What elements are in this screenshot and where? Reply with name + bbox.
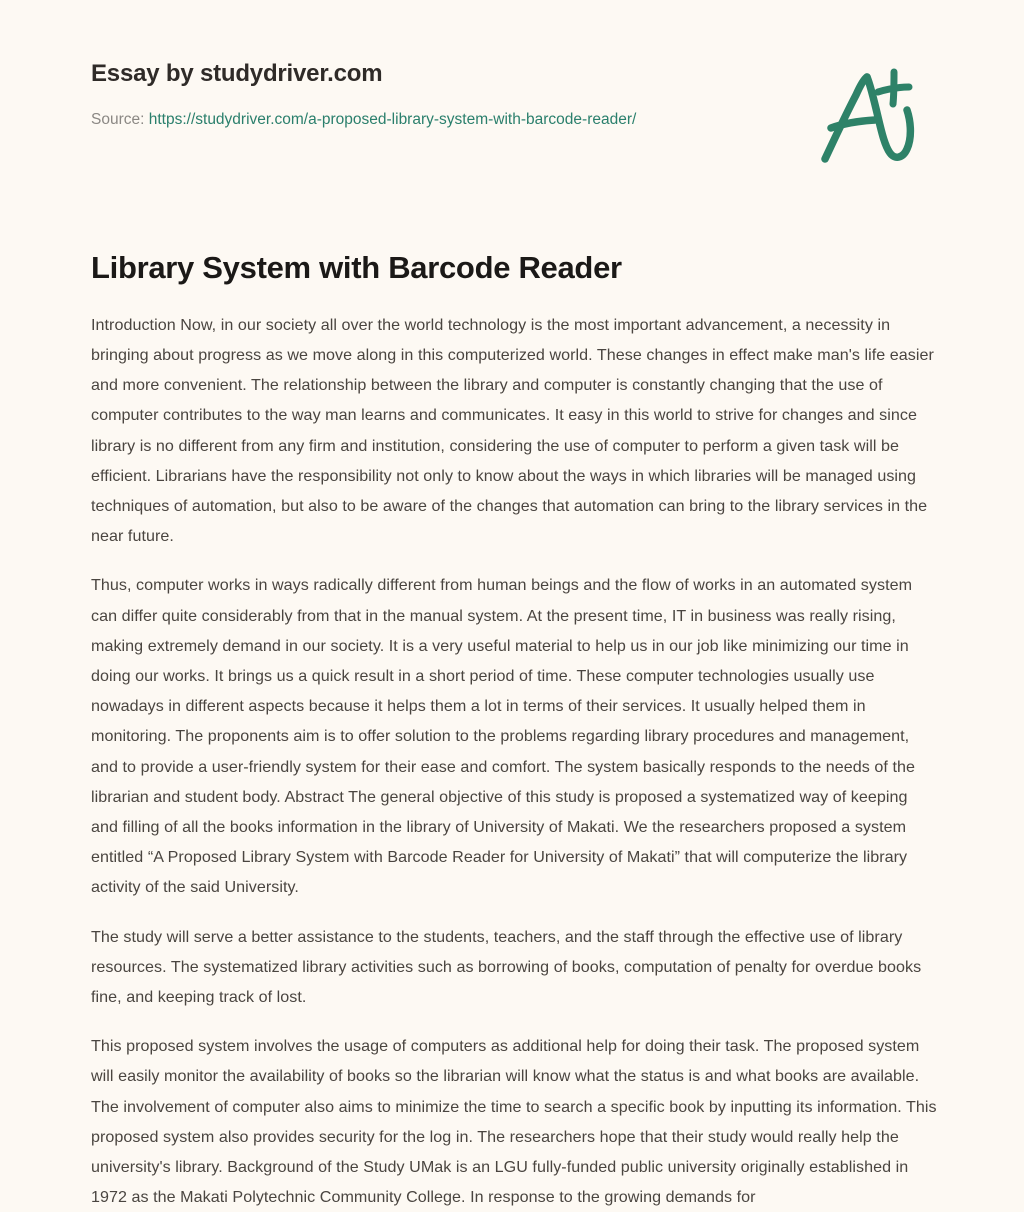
source-line	[91, 89, 935, 130]
studydriver-logo[interactable]	[812, 66, 924, 170]
a-plus-logo-icon	[812, 66, 924, 170]
paragraph: Thus, computer works in ways radically different from human beings and the flow of works in an automated system can differ quite considerably from that in the manual system. At the present time, IT in business was really rising, making extremely demand in our society. It is a very useful material to help us in our job like minimizing our time in doing our works. It brings us a quick result in a short period of time. These computer technologies usually use nowadays in different aspects because it helps them a lot in terms of their services. It usually helped them in monitoring. The proponents aim is to offer solution to the problems regarding library procedures and management, and to provide a user-friendly system for their ease and comfort. The system basically responds to the needs of the librarian and student body. Abstract The general objective of this study is proposed a systematized way of keeping and filling of all the books information in the library of University of Makati. We the researchers proposed a system entitled “A Proposed Library System with Barcode Reader for University of Makati” that will computerize the library activity of the said University.	[91, 576, 915, 897]
article-body	[91, 288, 938, 1212]
source-label: Source:	[91, 110, 145, 128]
byline: Essay by studydriver.com	[91, 60, 383, 87]
source-url-link[interactable]: https://studydriver.com/a-proposed-library-system-with-barcode-reader/	[148, 110, 637, 128]
page-title: Library System with Barcode Reader	[91, 250, 622, 285]
paragraph: Introduction Now, in our society all over the world technology is the most important advancement, a necessity in bringing about progress as we move along in this computerized world. These changes in effect make man's life easier and more convenient. The relationship between the library and computer is constantly changing that the use of computer contributes to the way man learns and communicates. It easy in this world to strive for changes and since library is no different from any firm and institution, considering the use of computer to perform a given task will be efficient. Librarians have the responsibility not only to know about the ways in which libraries will be managed using techniques of automation, but also to be aware of the changes that automation can bring to the library services in the near future.	[91, 315, 934, 546]
paragraph: The study will serve a better assistance to the students, teachers, and the staff through the effective use of library resources. The systematized library activities such as borrowing of books, computation of penalty for overdue books fine, and keeping track of lost.	[91, 927, 922, 1007]
paragraph: This proposed system involves the usage of computers as additional help for doing their task. The proposed system will easily monitor the availability of books so the librarian will know what the status is and what books are available. The involvement of computer also aims to minimize the time to search a specific book by inputting its information. This proposed system also provides security for the log in. The researchers hope that their study would really help the university's library. Background of the Study UMak is an LGU fully-funded public university originally established in 1972 as the Makati Polytechnic Community College. In response to the growing demands for	[91, 1037, 937, 1207]
page-header	[91, 60, 935, 130]
article	[91, 249, 938, 1212]
